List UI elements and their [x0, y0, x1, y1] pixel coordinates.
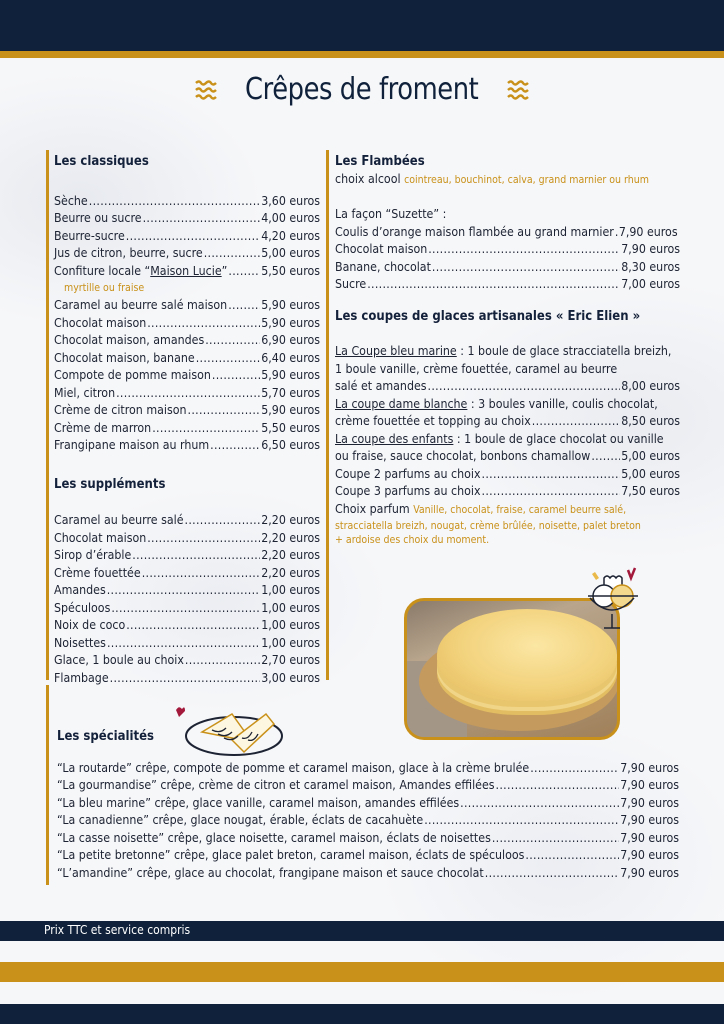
menu-item: Coupe 3 parfums au choix ..... 7,50 euros	[335, 483, 680, 501]
coupe-bleu-marine: La Coupe bleu marine : 1 boule de glace stracciatella breizh,	[335, 344, 672, 358]
coupe-dame-blanche: La coupe dame blanche : 3 boules vanille, coulis chocolat,	[335, 396, 658, 411]
crepe-plate-icon	[172, 702, 284, 762]
menu-item: “La canadienne” crêpe, glace nougat, érable, éclats de cacahuète ..... 7,90 euros	[57, 812, 679, 830]
section-heading-coupes: Les coupes de glaces artisanales « Eric Elien »	[335, 308, 641, 324]
menu-item: Glace, 1 boule au choix ..... 2,70 euros	[54, 652, 320, 670]
sundae-icon	[582, 562, 642, 634]
bottom-band	[0, 1004, 724, 1024]
menu-item: Chocolat maison ..... 2,20 euros	[54, 530, 320, 548]
menu-item: Noisettes ..... 1,00 euros	[54, 635, 320, 653]
menu-item: Jus de citron, beurre, sucre ..... 5,00 euros	[54, 245, 320, 263]
menu-item: Banane, chocolat ..... 8,30 euros	[335, 259, 680, 277]
parfum-choice: Choix parfum Vanille, chocolat, fraise, caramel beurre salé,	[335, 501, 627, 516]
left-column	[46, 150, 326, 685]
menu-item: Miel, citron ..... 5,70 euros	[54, 385, 320, 403]
menu-item: “La gourmandise” crêpe, crème de citron et caramel maison, Amandes effilées ..... 7,90 euros	[57, 777, 679, 795]
footer-note: Prix TTC et service compris	[44, 923, 191, 937]
menu-item: Noix de coco ..... 1,00 euros	[54, 617, 320, 635]
header-band	[0, 0, 724, 51]
menu-item: Coupe 2 parfums au choix ..... 5,00 euros	[335, 466, 680, 484]
menu-item: Chocolat maison ..... 7,90 euros	[335, 241, 680, 259]
waves-icon	[194, 77, 218, 103]
menu-item: Chocolat maison ..... 5,90 euros	[54, 315, 320, 333]
menu-item: Chocolat maison, banane ..... 6,40 euros	[54, 350, 320, 368]
menu-item: Sucre ..... 7,00 euros	[335, 276, 680, 294]
menu-item: crème fouettée et topping au choix ..... 8,50 euros	[335, 413, 680, 431]
menu-item: Sèche ..... 3,60 euros	[54, 193, 320, 211]
menu-item: Beurre-sucre ..... 4,20 euros	[54, 228, 320, 246]
alcool-choice: choix alcool cointreau, bouchinot, calva, grand marnier ou rhum	[335, 171, 649, 186]
waves-icon	[506, 77, 530, 103]
supplements-list	[54, 512, 320, 687]
menu-item: Beurre ou sucre ..... 4,00 euros	[54, 210, 320, 228]
right-column: Les Flambées choix alcool cointreau, bouchinot, calva, grand marnier ou rhum La façon “Suzette” : Coulis d’orange maison flambée au grand marnier ..... 7,90 euros Chocolat maison ..... 7,90 euros Banane, chocolat ..... 8,30 euros Sucre ..... 7,00 euros Les coupes de glaces artisanales « Eric Elien » La Coupe bleu marine : 1 boule de glace stracciatella breizh, 1 boule vanille, crème fouettée, caramel au beurre salé et amandes ..... 8,00 euros La coupe dame blanche : 3 boules vanille, coulis chocolat, crème fouettée et topping au choix ..... 8,50 euros La coupe des enfants : 1 boule de glace chocolat ou vanille ou fraise, sauce chocolat, bonbons chamallow ..... 5,00 euros Coupe 2 parfums au choix ..... 5,00 euros Coupe 3 parfums au choix ..... 7,50 euros Choix parfum Vanille, chocolat, fraise, caramel beurre salé, stracciatella breizh, nougat, crème brûlée, noisette, palet breton + ardoise des choix du moment.	[326, 150, 680, 680]
suzette-label: La façon “Suzette” :	[335, 207, 447, 221]
section-heading-flambees: Les Flambées	[335, 154, 425, 169]
menu-item: Crème de citron maison ..... 5,90 euros	[54, 402, 320, 420]
page-title: Crêpes de froment	[245, 72, 479, 107]
menu-item: Amandes ..... 1,00 euros	[54, 582, 320, 600]
section-heading-classiques: Les classiques	[54, 154, 149, 169]
section-heading-supplements: Les suppléments	[54, 476, 166, 492]
page-title-block	[0, 72, 724, 107]
menu-item: “La routarde” crêpe, compote de pomme et caramel maison, glace à la crème brulée ..... 7,90 euros	[57, 760, 679, 778]
menu-item: Flambage ..... 3,00 euros	[54, 670, 320, 688]
menu-item: Crème fouettée ..... 2,20 euros	[54, 565, 320, 583]
coupe-enfants: La coupe des enfants : 1 boule de glace chocolat ou vanille	[335, 431, 664, 446]
confiture-note: myrtille ou fraise	[64, 282, 145, 294]
menu-item: Sirop d’érable ..... 2,20 euros	[54, 547, 320, 565]
menu-item: “La casse noisette” crêpe, glace noisette, caramel maison, éclats de noisettes ..... 7,90 euros	[57, 830, 679, 848]
alcool-options: cointreau, bouchinot, calva, grand marnier ou rhum	[404, 173, 649, 186]
menu-item: “La bleu marine” crêpe, glace vanille, caramel maison, amandes effilées ..... 7,90 euros	[57, 795, 679, 813]
footer-gold-stripe	[0, 962, 724, 982]
maison-lucie-link: Maison Lucie	[150, 263, 222, 278]
menu-item: “La petite bretonne” crêpe, glace palet breton, caramel maison, éclats de spéculoos ..... 7,90 euros	[57, 847, 679, 865]
menu-item: ou fraise, sauce chocolat, bonbons chamallow ..... 5,00 euros	[335, 448, 680, 466]
classiques-list	[54, 193, 320, 455]
menu-item: Caramel au beurre salé maison ..... 5,90 euros	[54, 297, 320, 315]
menu-item: Coulis d’orange maison flambée au grand marnier ..... 7,90 euros	[335, 224, 680, 242]
menu-item: Spéculoos ..... 1,00 euros	[54, 600, 320, 618]
menu-item: Compote de pomme maison ..... 5,90 euros	[54, 367, 320, 385]
menu-item: Crème de marron ..... 5,50 euros	[54, 420, 320, 438]
specialites-section	[46, 685, 686, 885]
menu-item: Frangipane maison au rhum ..... 6,50 euros	[54, 437, 320, 455]
menu-item: “L’amandine” crêpe, glace au chocolat, frangipane maison et sauce chocolat ..... 7,90 euros	[57, 865, 679, 883]
menu-item: Chocolat maison, amandes ..... 6,90 euros	[54, 332, 320, 350]
menu-item: Confiture locale “Maison Lucie” ..... 5,50 euros	[54, 263, 320, 281]
menu-item: Caramel au beurre salé ..... 2,20 euros	[54, 512, 320, 530]
section-heading-specialites: Les spécialités	[57, 729, 155, 744]
header-gold-stripe	[0, 51, 724, 58]
menu-item: salé et amandes ..... 8,00 euros	[335, 378, 680, 396]
specialites-list	[57, 760, 679, 883]
